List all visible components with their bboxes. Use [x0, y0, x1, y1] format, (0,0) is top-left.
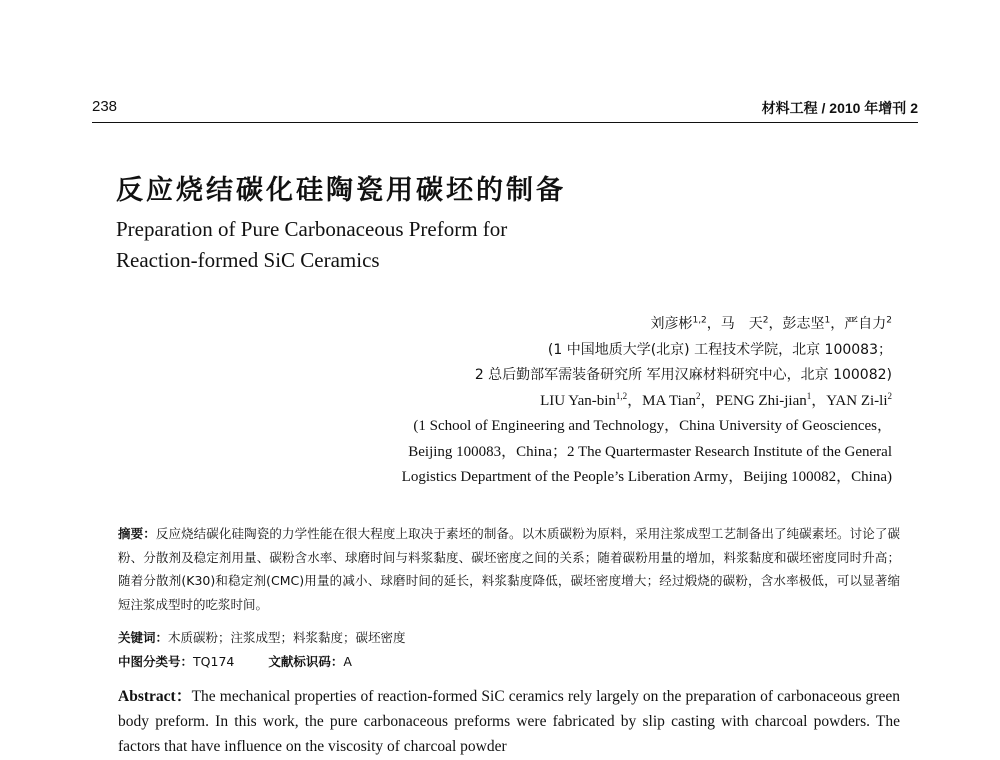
author-affil-mark: 2 [695, 390, 701, 401]
affiliation-english-1: (1 School of Engineering and Technology，China University of Geosciences， [413, 418, 892, 434]
doc-code-label: 文献标识码： [268, 654, 344, 669]
author-separator: ， [627, 392, 643, 409]
title-chinese: 反应烧结碳化硅陶瓷用碳坯的制备 [116, 175, 566, 206]
running-header [92, 94, 918, 123]
author-affil-mark: 1 [806, 390, 812, 401]
author-affil-mark: 1,2 [692, 315, 707, 326]
affiliation-chinese-2: 2 总后勤部军需装备研究所 军用汉麻材料研究中心，北京 100082) [474, 367, 892, 383]
author-separator: ， [811, 392, 827, 409]
author-name: YAN Zi-li [826, 392, 888, 409]
author-name: 严自力 [844, 316, 887, 332]
author-affil-mark: 2 [762, 315, 769, 326]
affiliation-english-2: Beijing 100083，China；2 The Quartermaster Research Institute of the General [408, 443, 892, 460]
author-name: 刘彦彬 [650, 316, 693, 332]
author-separator: ， [700, 392, 716, 409]
title-english-line2: Reaction-formed SiC Ceramics [116, 248, 380, 272]
author-name: LIU Yan-bin [540, 392, 616, 409]
authors-english [402, 389, 892, 415]
page-number: 238 [92, 98, 118, 115]
keywords-label: 关键词： [118, 630, 169, 645]
abstract-chinese-label: 摘要： [118, 526, 156, 541]
abstract-english-label: Abstract： [118, 688, 192, 705]
clc-value: TQ174 [193, 654, 235, 669]
journal-name: 材料工程 / 2010 年增刊 2 [761, 100, 918, 116]
authors-block [402, 312, 892, 491]
title-english [116, 214, 507, 276]
abstract-english [118, 684, 900, 759]
abstract-english-text: The mechanical properties of reaction-formed SiC ceramics rely largely on the preparation of carbonaceous green body preform. In this work, the pure carbonaceous preforms were fabricated by slip casting with charcoal powders. The factors that have influence on the viscosity of charcoal powder [118, 688, 900, 755]
author-separator: ， [706, 316, 721, 332]
author-affil-mark: 1 [824, 315, 831, 326]
abstract-chinese [118, 522, 900, 616]
author-separator: ， [830, 316, 845, 332]
keywords-text: 木质碳粉；注浆成型；料浆黏度；碳坯密度 [168, 630, 406, 645]
affiliation-english-3: Logistics Department of the People’s Liberation Army，Beijing 100082，China) [401, 469, 892, 485]
author-separator: ， [768, 316, 783, 332]
author-affil-mark: 2 [886, 315, 892, 326]
affiliation-chinese-1: (1 中国地质大学(北京) 工程技术学院，北京 100083； [547, 341, 892, 358]
keywords [118, 628, 406, 646]
author-affil-mark: 2 [887, 390, 892, 401]
abstract-chinese-text: 反应烧结碳化硅陶瓷的力学性能在很大程度上取决于素坯的制备。以木质碳粉为原料，采用注浆成型工艺制备出了纯碳素坯。讨论了碳粉、分散剂及稳定剂用量、碳粉含水率、球磨时间与料浆黏度、碳坯密度之间的关系；随着碳粉用量的增加，料浆黏度和碳坯密度同时升高；随着分散剂(K30)和稳定剂(CMC)用量的减小、球磨时间的延长，料浆黏度降低，碳坯密度增大；经过煅烧的碳粉，含水率极低，可以显著缩短注浆成型时的吃浆时间。 [118, 526, 900, 612]
title-english-line1: Preparation of Pure Carbonaceous Preform for [116, 217, 508, 241]
author-name: PENG Zhi-jian [715, 392, 807, 409]
clc-label: 中图分类号： [118, 654, 194, 669]
author-name: MA Tian [642, 392, 696, 409]
doc-code-value: A [343, 654, 352, 669]
authors-chinese [402, 312, 892, 338]
author-name: 彭志坚 [782, 316, 825, 332]
classification-line [118, 652, 352, 670]
author-affil-mark: 1,2 [615, 390, 628, 401]
author-name: 马 天 [720, 316, 763, 332]
